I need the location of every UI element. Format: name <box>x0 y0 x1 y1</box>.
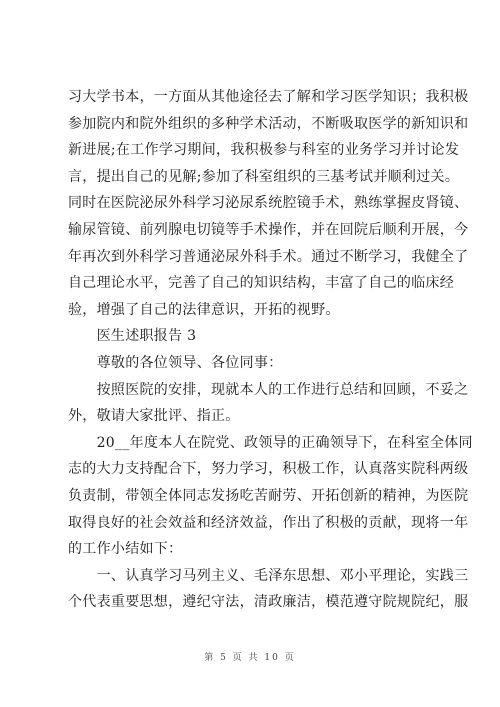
text-line: 负责制，带领全体同志发扬吃苦耐劳、开拓创新的精神，为医院 <box>68 487 469 504</box>
text-line: 一、认真学习马列主义、毛泽东思想、邓小平理论，实践三 <box>68 567 469 584</box>
text-line: 的工作小结如下： <box>68 541 183 558</box>
salutation: 尊敬的各位领导、各位同事： <box>68 354 283 371</box>
text-line: 习大学书本，一方面从其他途径去了解和学习医学知识；我积极 <box>68 89 469 105</box>
text-line: 输尿管镜、前列腺电切镜等手术操作，并在回院后顺利开展，今 <box>68 221 469 238</box>
text-line: 参加院内和院外组织的多种学术活动，不断吸取医学的新知识和 <box>68 115 469 132</box>
text-line: 验，增强了自己的法律意识，开拓的视野。 <box>68 301 340 318</box>
section-heading: 医生述职报告 3 <box>68 328 197 345</box>
text-line: 按照医院的安排，现就本人的工作进行总结和回顾，不妥之 <box>68 381 469 398</box>
document-body <box>68 84 473 616</box>
text-line: 言，提出自己的见解;参加了科室组织的三基考试并顺利过关。 <box>68 168 460 185</box>
text-line: 个代表重要思想，遵纪守法，清政廉洁，模范遵守院规院纪，服 <box>68 594 469 611</box>
text-line: 志的大力支持配合下，努力学习，积极工作，认真落实院科两级 <box>68 461 469 478</box>
text-line: 外，敬请大家批评、指正。 <box>68 408 240 425</box>
text-line: 取得良好的社会效益和经济效益，作出了积极的贡献，现将一年 <box>68 514 469 531</box>
text-line: 同时在医院泌尿外科学习泌尿系统腔镜手术，熟练掌握皮肾镜、 <box>68 195 469 212</box>
text-line: 年再次到外科学习普通泌尿外科手术。通过不断学习，我健全了 <box>68 248 469 265</box>
text-line: 新进展;在工作学习期间，我积极参与科室的业务学习并讨论发 <box>68 142 460 159</box>
page-number-footer: 第 5 页 共 10 页 <box>204 653 296 663</box>
text-line: 自己理论水平，完善了自己的知识结构，丰富了自己的临床经 <box>68 275 455 292</box>
text-line: 20__年度本人在院党、政领导的正确领导下，在科室全体同 <box>68 434 473 451</box>
